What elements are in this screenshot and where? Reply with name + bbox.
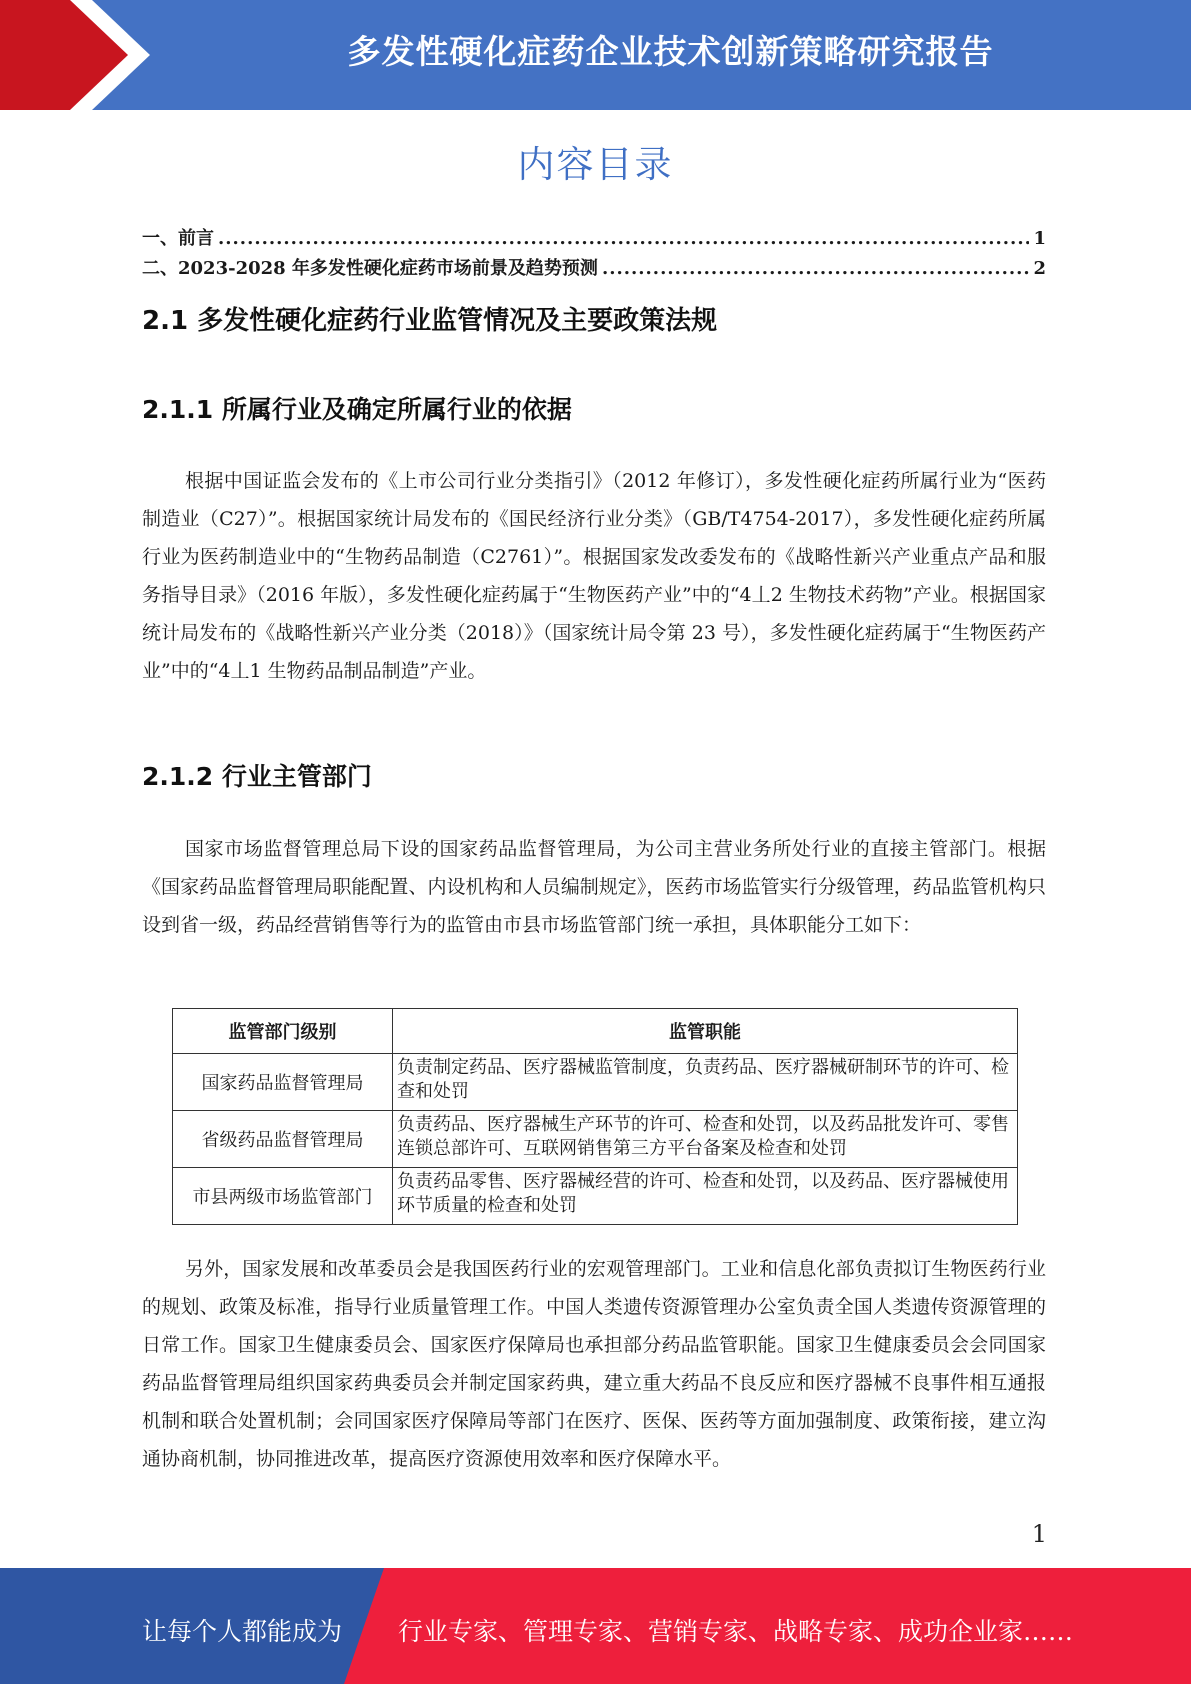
table-header-duty: 监管职能 xyxy=(393,1009,1018,1054)
toc-leader-dots xyxy=(602,258,1030,279)
table-row xyxy=(173,1111,1018,1168)
table-cell-duty: 负责制定药品、医疗器械监管制度，负责药品、医疗器械研制环节的许可、检查和处罚 xyxy=(393,1054,1018,1111)
toc-entry[interactable] xyxy=(142,254,1046,284)
footer-slogan-left: 让每个人都能成为 xyxy=(142,1617,343,1646)
section-2-1-2-heading: 2.1.2 行业主管部门 xyxy=(142,762,372,791)
toc-entry-page: 2 xyxy=(1033,258,1046,279)
table-row xyxy=(173,1168,1018,1225)
toc-entry[interactable] xyxy=(142,224,1046,254)
regulatory-duty-table xyxy=(172,1008,1018,1225)
header-title: 多发性硬化症药企业技术创新策略研究报告 xyxy=(347,32,994,71)
table-header-row xyxy=(173,1009,1018,1054)
toc-leader-dots xyxy=(218,228,1029,249)
section-2-1-2-paragraph: 国家市场监督管理总局下设的国家药品监督管理局，为公司主营业务所处行业的直接主管部门。根据《国家药品监督管理局职能配置、内设机构和人员编制规定》，医药市场监管实行分级管理，药品监管机构只设到省一级，药品经营销售等行为的监管由市县市场监管部门统一承担，具体职能分工如下： xyxy=(142,838,1046,936)
section-2-1-1-paragraph: 根据中国证监会发布的《上市公司行业分类指引》（2012 年修订），多发性硬化症药所属行业为“医药制造业（C27）”。根据国家统计局发布的《国民经济行业分类》（GB/T4754-2017），多发性硬化症药所属行业为医药制造业中的“生物药品制造（C2761）”。根据国家发改委发布的《战略性新兴产业重点产品和服务指导目录》（2016 年版），多发性硬化症药属于“生物医药产业”中的“4丄2 生物技术药物”产业。根据国家统计局发布的《战略性新兴产业分类（2018）》（国家统计局令第 23 号），多发性硬化症药属于“生物医药产业”中的“4丄1 生物药品制品制造”产业。 xyxy=(142,470,1046,682)
toc-entry-page: 1 xyxy=(1033,228,1046,249)
table-header-level: 监管部门级别 xyxy=(173,1009,393,1054)
section-2-1-heading: 2.1 多发性硬化症药行业监管情况及主要政策法规 xyxy=(142,306,718,336)
table-cell-level: 国家药品监督管理局 xyxy=(173,1054,393,1111)
section-2-1-2-paragraph-2: 另外，国家发展和改革委员会是我国医药行业的宏观管理部门。工业和信息化部负责拟订生物医药行业的规划、政策及标准，指导行业质量管理工作。中国人类遗传资源管理办公室负责全国人类遗传资源管理的日常工作。国家卫生健康委员会、国家医疗保障局也承担部分药品监管职能。国家卫生健康委员会会同国家药品监督管理局组织国家药典委员会并制定国家药典，建立重大药品不良反应和医疗器械不良事件相互通报机制和联合处置机制；会同国家医疗保障局等部门在医疗、医保、医药等方面加强制度、政策衔接，建立沟通协商机制，协同推进改革，提高医疗资源使用效率和医疗保障水平。 xyxy=(142,1258,1046,1470)
table-cell-level: 省级药品监督管理局 xyxy=(173,1111,393,1168)
toc-entry-label: 一、前言 xyxy=(142,228,214,249)
toc-entry-label: 二、2023-2028 年多发性硬化症药市场前景及趋势预测 xyxy=(142,258,598,279)
page-number: 1 xyxy=(1031,1520,1047,1548)
toc-heading: 内容目录 xyxy=(517,143,674,186)
table-cell-duty: 负责药品、医疗器械生产环节的许可、检查和处罚，以及药品批发许可、零售连锁总部许可、互联网销售第三方平台备案及检查和处罚 xyxy=(393,1111,1018,1168)
table-cell-level: 市县两级市场监管部门 xyxy=(173,1168,393,1225)
table-cell-duty: 负责药品零售、医疗器械经营的许可、检查和处罚，以及药品、医疗器械使用环节质量的检查和处罚 xyxy=(393,1168,1018,1225)
section-2-1-1-heading: 2.1.1 所属行业及确定所属行业的依据 xyxy=(142,395,572,424)
table-row xyxy=(173,1054,1018,1111)
footer-slogan-right: 行业专家、管理专家、营销专家、战略专家、成功企业家…… xyxy=(398,1617,1074,1646)
toc xyxy=(142,224,1046,284)
